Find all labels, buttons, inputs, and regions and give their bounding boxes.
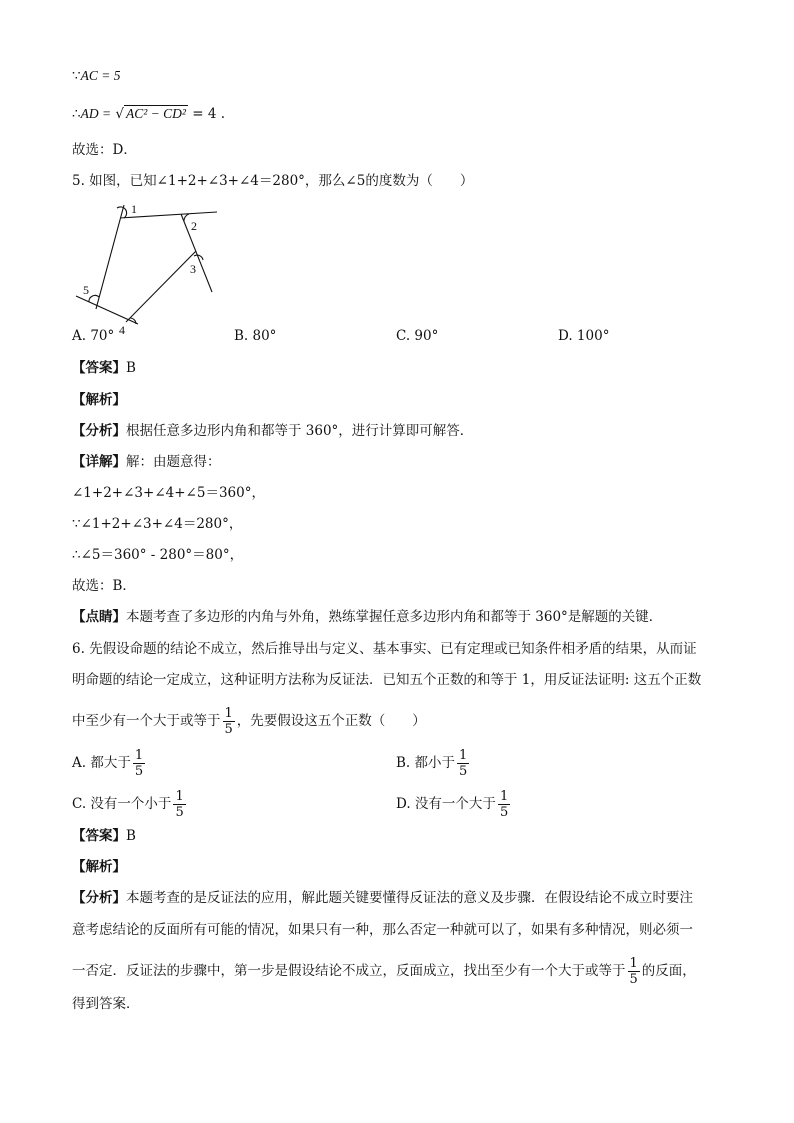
q5-choose: 故选：B． (72, 578, 136, 594)
q6-stem-text-b: ，先要假设这五个正数（ ） (236, 713, 426, 729)
answer-value: B (126, 360, 136, 376)
pentagon-edge-bottom (76, 296, 138, 324)
fraction-numerator: 1 (629, 956, 638, 971)
q6-option-b (396, 748, 471, 779)
angle-label-4: 4 (119, 323, 125, 337)
option-a-text: A. 都大于 (72, 755, 131, 771)
q6-stem-line-2: 明命题的结论一定成立，这种证明方法称为反证法．已知五个正数的和等于 1，用反证法证明: 这五个正数 (72, 672, 702, 688)
angle-label-2: 2 (191, 219, 197, 233)
fraction-numerator: 1 (224, 706, 233, 721)
q5-answer (72, 358, 136, 378)
pentagon-edge-lower-right (126, 251, 196, 322)
q5-dianjing (72, 607, 662, 627)
q5-step-2: ∵∠1+2+∠3+∠4＝280°， (72, 516, 243, 532)
option-d-text: D. 没有一个大于 (396, 796, 496, 812)
analysis-tag: 【解析】 (72, 859, 126, 875)
angle-label-3: 3 (190, 262, 196, 276)
q5-analysis-tag (72, 390, 126, 410)
radicand: AC² − CD² (125, 106, 186, 121)
fraction-numerator: 1 (134, 748, 144, 763)
pentagon-edge-left (96, 205, 124, 309)
q6-stem-line-1: 6. 先假设命题的结论不成立，然后推导出与定义、基本事实、已有定理或已知条件相矛盾的结果，从而证 (72, 641, 697, 657)
fraction-one-fifth (173, 789, 185, 820)
fraction-numerator: 1 (499, 789, 509, 804)
q6-fenxi-line-3 (72, 956, 696, 987)
q6-fenxi-line-4: 得到答案． (72, 996, 140, 1012)
fraction-denominator: 5 (224, 722, 233, 737)
q6-stem-text-a: 中至少有一个大于或等于 (72, 713, 221, 729)
answer-value: B (126, 828, 136, 844)
fenxi-tag: 【分析】 (72, 890, 126, 906)
because-symbol: ∵ (72, 68, 81, 84)
angle-label-1: 1 (131, 202, 137, 216)
q5-stem: 5. 如图，已知∠1+2+∠3+∠4＝280°，那么∠5的度数为（ ） (72, 173, 474, 189)
fenxi-text-3a: 一否定．反证法的步骤中，第一步是假设结论不成立，反面成立，找出至少有一个大于或等于 (72, 963, 626, 979)
fenxi-tag: 【分析】 (72, 423, 126, 439)
xiangjie-text: 解：由题意得： (126, 454, 221, 470)
square-root: √ AC² − CD² (115, 106, 186, 122)
q5-step-3: ∴∠5＝360° - 280°＝80°， (72, 547, 244, 563)
answer-tag: 【答案】 (72, 828, 126, 844)
fraction-one-fifth (498, 789, 510, 820)
option-c-text: C. 没有一个小于 (72, 796, 172, 812)
q5-option-d: D. 100° (558, 328, 610, 344)
fraction-denominator: 5 (499, 805, 509, 820)
fraction-numerator: 1 (175, 789, 184, 804)
q6-stem-line-3 (72, 706, 426, 737)
fraction-denominator: 5 (459, 764, 468, 779)
given-equation: AC = 5 (80, 68, 121, 83)
fenxi-text: 根据任意多边形内角和都等于 360°，进行计算即可解答． (126, 423, 474, 439)
fenxi-text-1: 本题考查的是反证法的应用，解此题关键要懂得反证法的意义及步骤．在假设结论不成立时要注 (126, 890, 693, 906)
dianjing-text: 本题考查了多边形的内角与外角，熟练掌握任意多边形内角和都等于 360°是解题的关键． (126, 609, 663, 625)
prev-choose-line: 故选：D． (72, 142, 137, 158)
pentagon-figure (72, 196, 232, 346)
q6-analysis-tag (72, 857, 126, 877)
answer-tag: 【答案】 (72, 360, 126, 376)
angle-5-arc (89, 295, 99, 302)
q5-option-c: C. 90° (396, 328, 439, 344)
result-value: = 4 . (192, 106, 226, 122)
fraction-one-fifth (133, 748, 145, 779)
fraction-denominator: 5 (134, 764, 144, 779)
q6-option-c (72, 789, 188, 820)
q5-option-a: A. 70° (72, 328, 115, 344)
q6-option-a (72, 748, 147, 779)
result-line (72, 104, 225, 124)
q6-answer (72, 826, 136, 846)
xiangjie-tag: 【详解】 (72, 454, 126, 470)
fraction-denominator: 5 (629, 972, 638, 987)
option-b-text: B. 都小于 (396, 755, 456, 771)
q6-fenxi-line-2: 意考虑结论的反面所有可能的情况，如果只有一种，那么否定一种就可以了，如果有多种情况，则必须一 (72, 922, 693, 938)
q5-xiangjie (72, 452, 221, 472)
fenxi-text-3b: 的反面， (641, 963, 696, 979)
angle-2-arc (184, 214, 189, 221)
fraction-one-fifth (223, 706, 235, 737)
ad-label: AD = (80, 106, 112, 121)
fraction-one-fifth (628, 956, 640, 987)
fraction-one-fifth (457, 748, 469, 779)
given-line (72, 66, 120, 86)
q5-step-1: ∠1+2+∠3+∠4+∠5＝360°， (72, 485, 265, 501)
q5-fenxi (72, 421, 473, 441)
q6-fenxi-line-1 (72, 888, 693, 908)
q6-option-d (396, 789, 512, 820)
dianjing-tag: 【点睛】 (72, 609, 126, 625)
angle-label-5: 5 (83, 283, 89, 297)
q5-option-b: B. 80° (234, 328, 277, 344)
therefore-symbol: ∴ (72, 106, 81, 122)
fraction-numerator: 1 (459, 748, 468, 763)
analysis-tag: 【解析】 (72, 392, 126, 408)
fraction-denominator: 5 (175, 805, 184, 820)
